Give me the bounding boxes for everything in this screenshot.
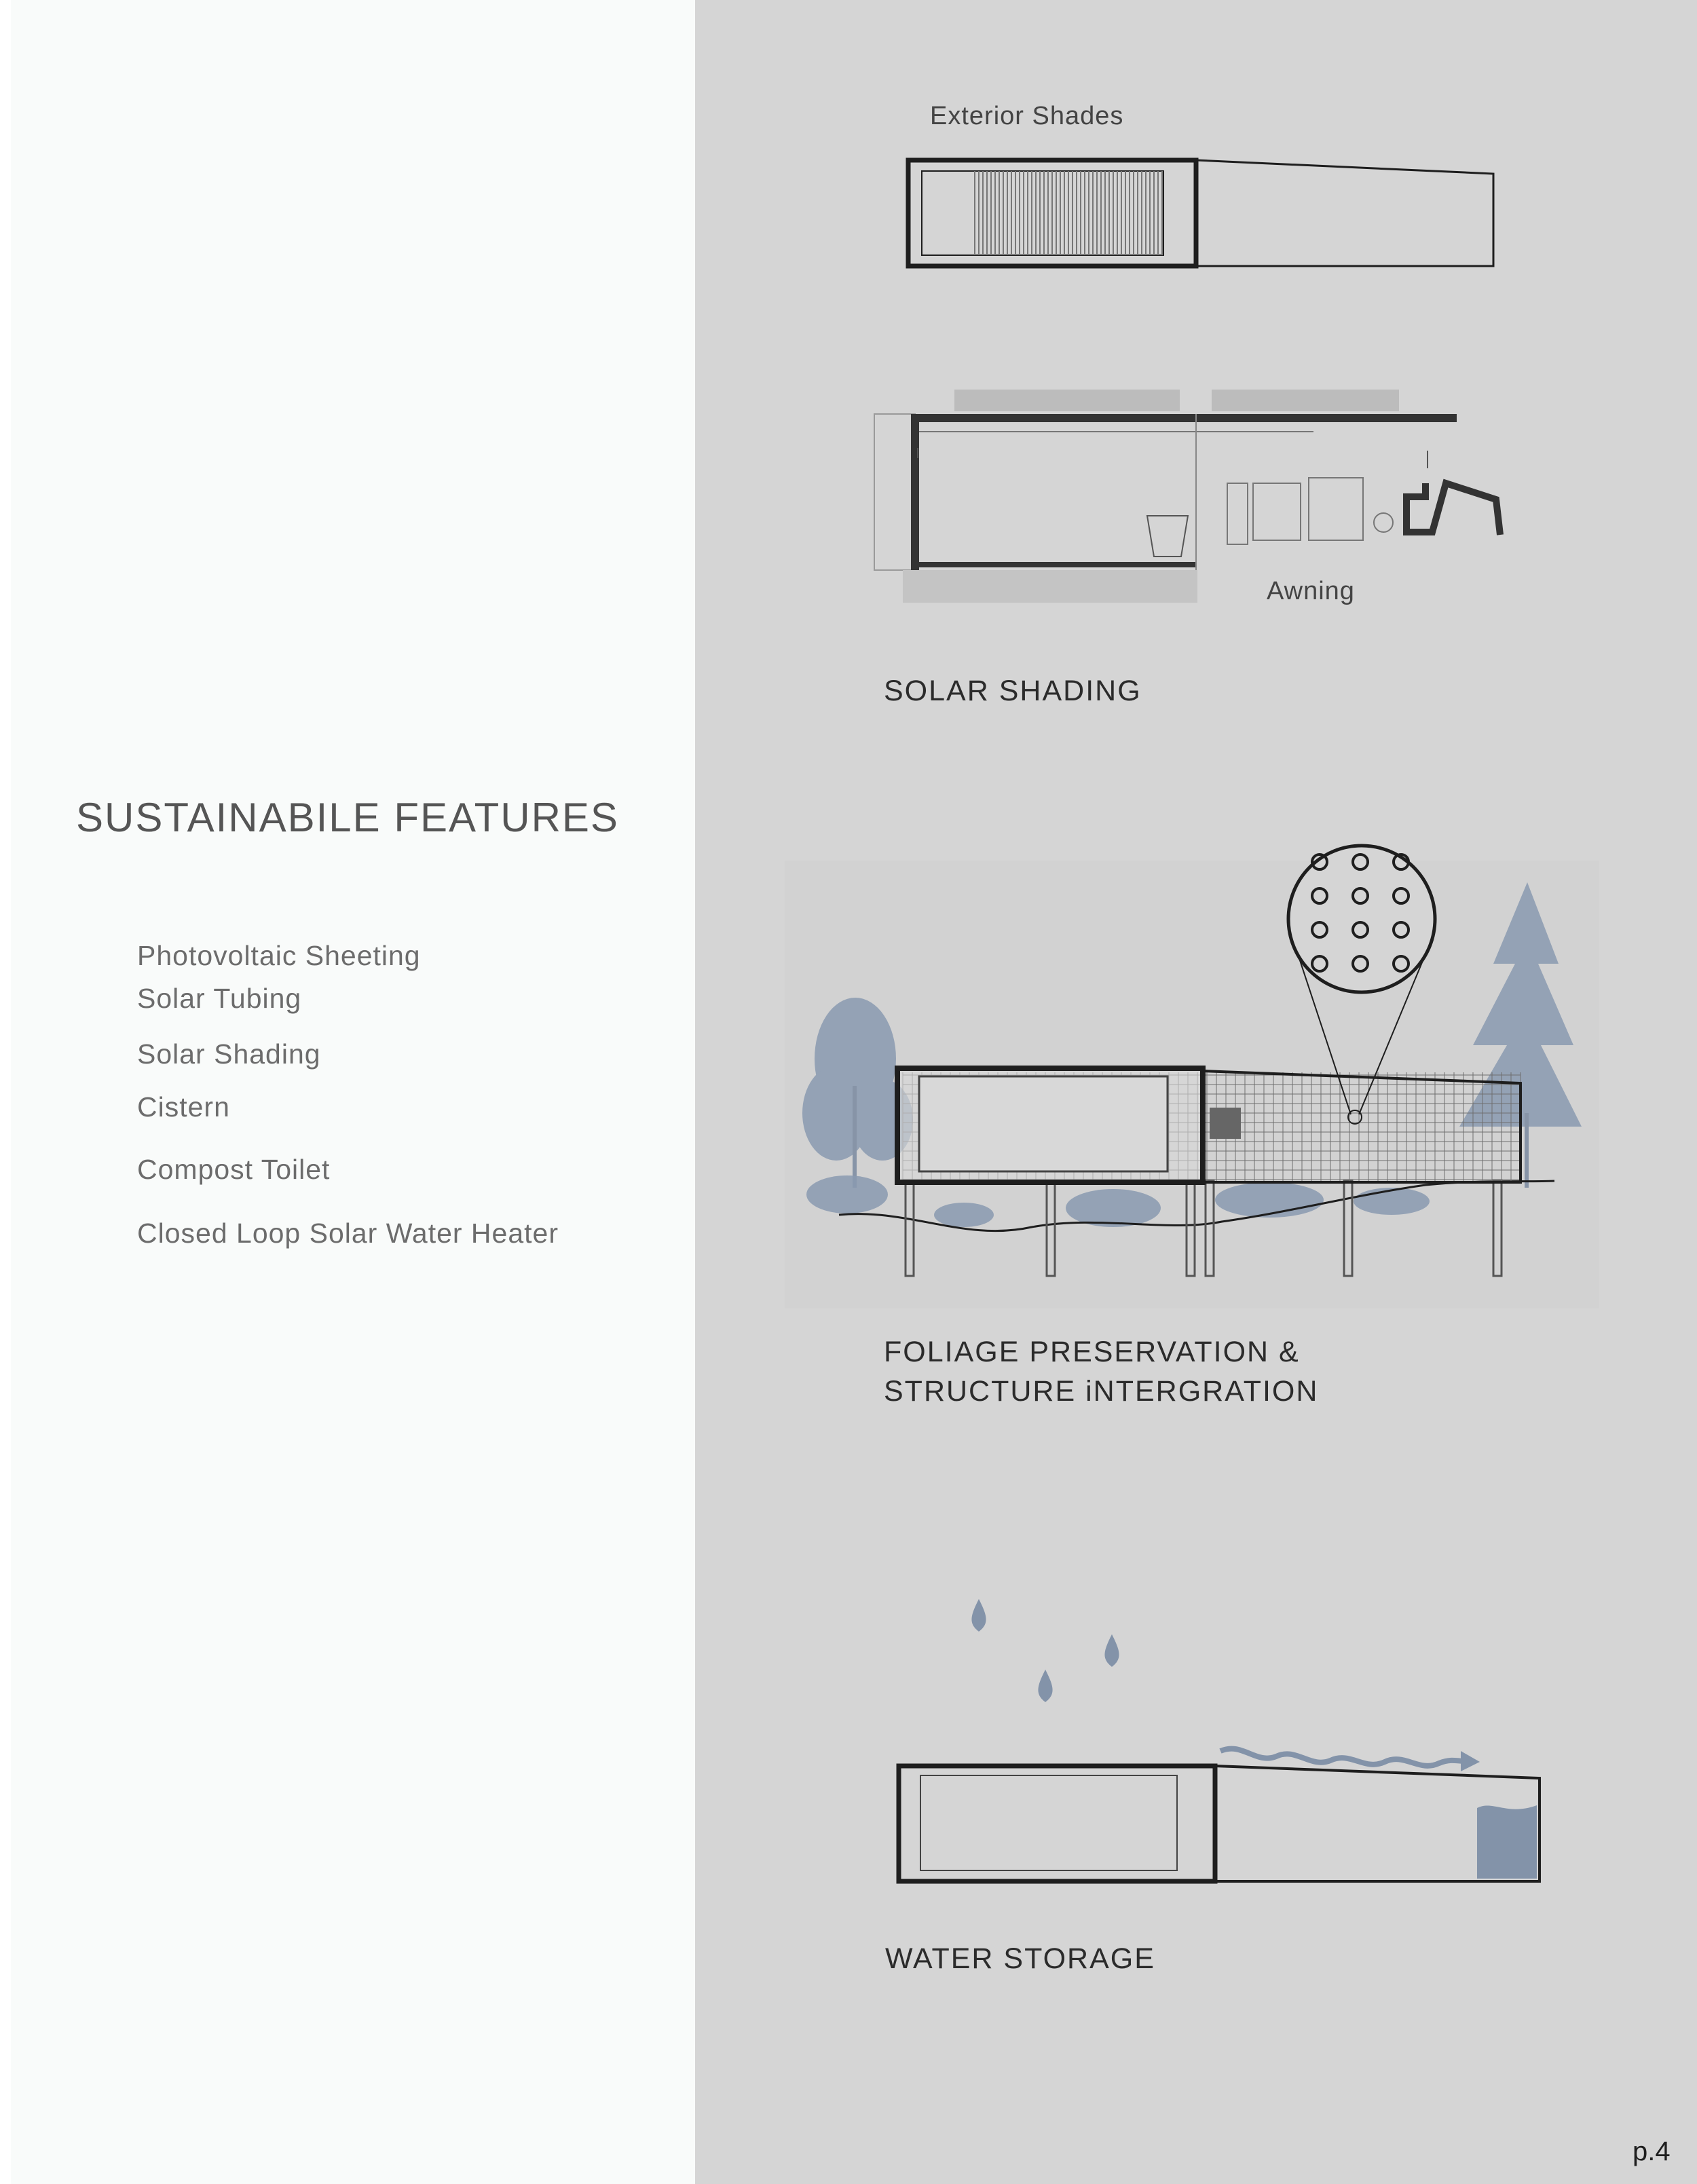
flow-arrow-line	[1220, 1749, 1473, 1766]
page-number: p.4	[1633, 2136, 1671, 2166]
feature-item-cistern: Cistern	[137, 1091, 230, 1123]
water-container-window	[920, 1775, 1177, 1870]
feature-item-compost-toilet: Compost Toilet	[137, 1154, 331, 1185]
foliage-caption-line1: FOLIAGE PRESERVATION &	[884, 1336, 1300, 1368]
flow-arrow-head	[1461, 1751, 1480, 1771]
feature-item-water-heater: Closed Loop Solar Water Heater	[137, 1218, 559, 1249]
exterior-shades-label: Exterior Shades	[930, 102, 1124, 130]
raindrop-3	[1038, 1670, 1052, 1702]
water-container-outline	[899, 1766, 1215, 1881]
feature-item-solar-shading: Solar Shading	[137, 1038, 321, 1070]
solar-shading-caption: SOLAR SHADING	[884, 675, 1142, 707]
raindrop-2	[1104, 1634, 1119, 1667]
feature-item-photovoltaic: Photovoltaic Sheeting	[137, 940, 421, 971]
awning-label: Awning	[1267, 577, 1355, 605]
page-title: SUSTAINABILE FEATURES	[76, 795, 619, 840]
rain-drops	[971, 1599, 1119, 1702]
foliage-caption-line2: STRUCTURE iNTERGRATION	[884, 1375, 1319, 1408]
feature-item-solar-tubing: Solar Tubing	[137, 983, 302, 1014]
raindrop-1	[971, 1599, 986, 1632]
cistern-water	[1477, 1805, 1537, 1879]
water-storage-caption: WATER STORAGE	[885, 1942, 1155, 1975]
